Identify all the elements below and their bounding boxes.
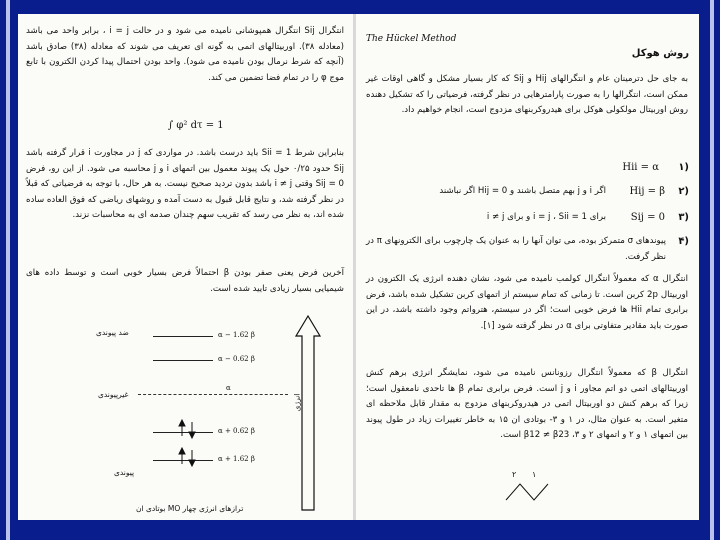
section-header: The Hückel Method <box>366 34 457 44</box>
item-2-text: اگر i و j بهم متصل باشند و Hij = 0 اگر نباشند <box>439 186 606 196</box>
beta-assumption-paragraph: آخرین فرض یعنی صفر بودن β احتمالاً فرض بسیار خوبی است و توسط داده های شیمیایی بسیار زیادی تایید شده است. <box>26 268 344 294</box>
overlap-integral-paragraph: انتگرال Sij انتگرال همپوشانی نامیده می شود و در حالت i = j ، برابر واحد می باشد (معادله ۳۸). اوربیتالهای اتمی به گونه ای تعریف می شوند که معادله (۳۸) صادق باشد (آنچه که شرط نرمال بودن نامیده می شود). واحد بودن احتمال پیدا کردن الکترون با تابع موج φ را در تمام فضا تضمین می کند. <box>26 26 344 83</box>
atom-label-1: ۱ <box>532 470 537 479</box>
butadiene-zigzag <box>502 476 562 506</box>
section-title: روش هوکل <box>631 48 689 59</box>
butadiene-energy-diagram <box>18 314 353 520</box>
level-1-label: α − 1.62 β <box>218 331 255 339</box>
left-scanned-page <box>18 14 353 520</box>
item-1-equation: Hii = α <box>622 162 659 173</box>
intro-paragraph: به جای حل دترمینان عام و انتگرالهای Hij و Sij که کار بسیار مشکل و گاهی اوقات غیر ممکن است، انتگرالها را به صورت پارامترهایی در نظر گرفته، فرضیاتی را که تشکیل دهنده روش اوربیتال مولکولی هوکل برای هیدروکربنهای مزدوج است، انجام خواهیم داد. <box>366 74 688 115</box>
nonbonding-label: غیرپیوندی <box>98 390 129 399</box>
right-scanned-page <box>356 14 699 520</box>
diagram-caption: ترازهای انرژی چهار MO بوتادی ان <box>136 504 244 513</box>
item-2-equation: Hij = β <box>629 186 665 197</box>
antibonding-label: ضد پیوندی <box>96 328 129 337</box>
level-3-label: α + 0.62 β <box>218 427 255 435</box>
level-2-label: α − 0.62 β <box>218 355 255 363</box>
alpha-label: α <box>226 384 231 392</box>
coulomb-integral-paragraph: انتگرال α که معمولاً انتگرال کولمب نامیده می شود، نشان دهنده انرژی یک الکترون در اوربیتال 2p کربن است. تا زمانی که تمام سیستم از اتمهای کربن تشکیل شده باشد، فرض برابری تمام Hii ها فرض خوبی است؛ اگر در سیستم، هترواتم وجود داشته باشد، در این صورت باید مقادیر متفاوتی برای α در نظر گرفته شود [۱]. <box>366 274 688 331</box>
atom-label-2: ۲ <box>512 470 517 479</box>
resonance-integral-paragraph: انتگرال β که معمولاً انتگرال رزونانس نامیده می شود، نمایشگر انرژی برهم کنش اوربیتالهای اتمی دو اتم مجاور i و j است. فرض برابری تمام β ها تاحدی نامعقول است؛ زیرا که برهم کنش دو اوربیتال اتمی در هیدروکربنهای مزدوج به مقدار قابل ملاحظه ای متغیر است. به عنوان مثال، در ۱ و ۳- بوتادی ان ۱۵ به خاطر تغییرات زیاد در طول پیوند بین اتمهای ۱ و ۲ و اتمهای ۲ و ۳، β12 ≠ β23 است. <box>366 368 688 440</box>
item-3-number: ۳) <box>678 212 689 223</box>
item-4-text: پیوندهای σ متمرکز بوده، می توان آنها را به عنوان یک چارچوب برای الکترونهای π در نظر گرفت. <box>366 236 666 262</box>
level-1 <box>153 336 213 337</box>
item-3-text: برای i = j ، Sii = 1 و برای i ≠ j <box>486 212 606 222</box>
left-slide-edge <box>6 0 10 540</box>
item-1-number: ۱) <box>678 162 689 173</box>
energy-axis-label: انرژی <box>292 393 302 412</box>
electron-arrows <box>168 418 208 468</box>
energy-axis-arrow <box>290 314 326 514</box>
item-3-equation: Sij = 0 <box>630 212 665 223</box>
right-slide-edge <box>710 0 714 540</box>
item-2-number: ۲) <box>678 186 689 197</box>
bonding-label: پیوندی <box>114 468 135 477</box>
item-4-number: ۴) <box>678 236 689 247</box>
alpha-line <box>138 394 288 395</box>
overlap-approximation-paragraph: بنابراین شرط Sii = 1 باید درست باشد. در مواردی که j در مجاورت i قرار گرفته باشد Sij حدود ۰/۲۵ حول یک پیوند معمول بین اتمهای i و j محاسبه می شود. از این رو، فرض Sij = 0 وقتی i ≠ j باشد بدون تردید صحیح نیست. به هر حال، با توجه به فرضیاتی که قبلاً در نظر گرفته شد، و نتایج قابل قبول به دست آمده و روشهای ریاضی که فوق العاده ساده شده اند، به نظر می رسد که تقریب سهم چندان صدمه ای به محاسبات نزند. <box>26 148 344 220</box>
level-4-label: α + 1.62 β <box>218 455 255 463</box>
level-2 <box>153 360 213 361</box>
normalization-equation: ∫ φ² dτ = 1 <box>168 120 224 131</box>
assumption-list <box>356 162 699 282</box>
